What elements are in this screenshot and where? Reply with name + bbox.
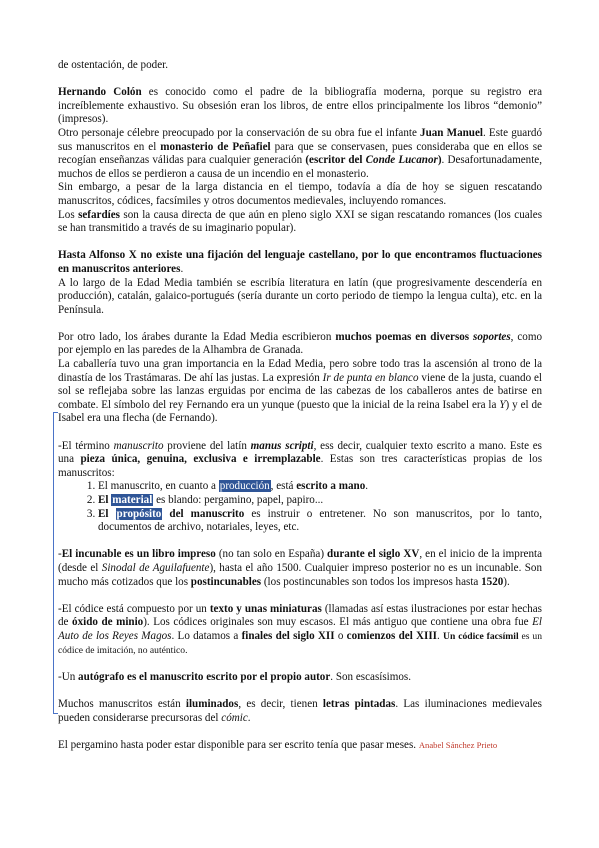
highlighted-word: propósito bbox=[116, 507, 162, 520]
document-body bbox=[58, 59, 542, 752]
paragraph: de ostentación, de poder. bbox=[58, 59, 168, 71]
paragraph-juan-manuel: Otro personaje célebre preocupado por la conservación de su obra fue el infante Juan Manuel. Este guardó sus manuscritos en el monasterio de Peñafiel para que se conservasen, pues consideraba que en ellos se recogían enseñanzas válidas para cualquier generación (escritor del Conde Lucanor). Desafortunadamente, muchos de ellos se perdieron a causa de un incendio en el monasterio. bbox=[58, 126, 543, 180]
highlighted-word: producción bbox=[219, 480, 270, 493]
paragraph-iluminados: Muchos manuscritos están iluminados, es decir, tienen letras pintadas. Las iluminaciones medievales pueden considerarse precursoras del cómic. bbox=[58, 697, 542, 724]
paragraph-arabes: Por otro lado, los árabes durante la Edad Media escribieron muchos poemas en diversos soportes, como por ejemplo en las paredes de la Alhambra de Granada. bbox=[58, 330, 542, 357]
paragraph-pergamino: El pergamino hasta poder estar disponible para ser escrito tenía que pasar meses. Anabel Sánchez Prieto bbox=[58, 738, 498, 751]
paragraph: A lo largo de la Edad Media también se escribía literatura en latín (que progresivamente descendería en producción), catalán, galaico-portugués (sería durante un corto periodo de tiempo la lengua culta), etc. en la Península. bbox=[58, 276, 542, 316]
paragraph-caballeria: La caballería tuvo una gran importancia en la Edad Media, pero sobre todo tras la ascensión al trono de la dinastía de los Trastámaras. De ahí las justas. La expresión Ir de punta en blanco viene de la justa, cuando el sol se reflejaba sobre las lanzas erguidas por encima de las cabezas de los caballeros antes de batirse en combate. El símbolo del rey Fernando era un yunque (puesto que la inicial de la reina Isabel era la Y) y el de Isabel era una flecha (de Fernando). bbox=[58, 358, 543, 425]
list-item: 2. El material es blando: pergamino, papel, papiro... bbox=[98, 494, 542, 508]
paragraph-codice: -El códice está compuesto por un texto y unas miniaturas (llamadas así estas ilustraciones por estar hechas de óxido de minio). Los códices originales son muy escasos. El más antiguo que contiene una obra fue El Auto de los Reyes Magos. Lo datamos a finales del siglo XII o comienzos del XIII. Un códice facsímil es un códice de imitación, no auténtico. bbox=[58, 602, 543, 656]
paragraph-incunable: -El incunable es un libro impreso (no tan solo en España) durante el siglo XV, en el inicio de la imprenta (desde el Sinodal de Aguilafuente), hasta el año 1500. Cualquier impreso posterior no es un incunable. Son mucho más cotizados que los postincunables (los postincunables son todos los impresos hasta 1520). bbox=[58, 548, 543, 588]
paragraph-autografo: -Un autógrafo es el manuscrito escrito por el propio autor. Son escasísimos. bbox=[58, 670, 412, 683]
paragraph: Sin embargo, a pesar de la larga distancia en el tiempo, todavía a día de hoy se siguen rescatando manuscritos, códices, facsímiles y otros documentos medievales, incluyendo romances. bbox=[58, 181, 542, 207]
paragraph-manuscrito: -El término manuscrito proviene del latín manus scripti, ess decir, cualquier texto escrito a mano. Este es una pieza única, genuina, exclusiva e irremplazable. Estas son tres características propias de los manuscritos: bbox=[58, 439, 543, 479]
list-item: 3. El propósito del manuscrito es instruir o entretener. No son manuscritos, por lo tanto, documentos de archivo, notariales, leyes, etc. bbox=[98, 508, 542, 535]
highlighted-word: material bbox=[112, 494, 153, 506]
paragraph-sefardies: Los sefardíes son la causa directa de que aún en pleno siglo XXI se sigan rescatando romances (los cuales se han transmitido a través de su imaginario popular). bbox=[58, 208, 543, 235]
list-item: 1. El manuscrito, en cuanto a producción, está escrito a mano. bbox=[98, 480, 542, 494]
paragraph-hernando-colon: Hernando Colón es conocido como el padre de la bibliografía moderna, porque su registro era increíblemente exhaustivo. Su obsesión eran los libros, de entre ellos principalmente los libros “demonio” (impresos). bbox=[58, 86, 542, 126]
manuscript-characteristics-list bbox=[58, 480, 542, 534]
author-signature: Anabel Sánchez Prieto bbox=[418, 739, 498, 750]
paragraph-alfonso-x: Hasta Alfonso X no existe una fijación del lenguaje castellano, por lo que encontramos fluctuaciones en manuscritos anteriores. bbox=[58, 249, 542, 275]
